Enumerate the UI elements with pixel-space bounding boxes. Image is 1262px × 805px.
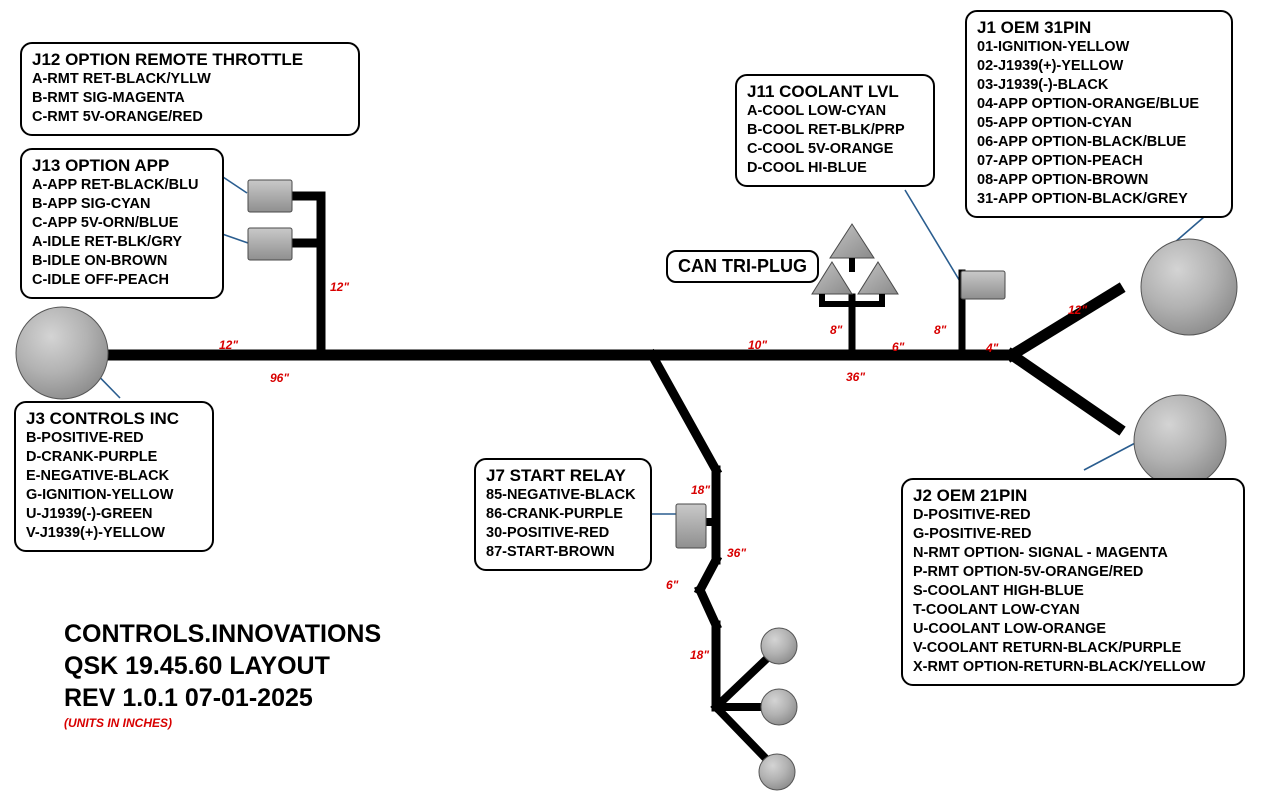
title-units-note: (UNITS IN INCHES) <box>64 716 172 730</box>
callout-j3-pin: E-NEGATIVE-BLACK <box>26 468 170 484</box>
title-line-layout: QSK 19.45.60 LAYOUT <box>64 652 330 680</box>
callout-j1-pin: 02-J1939(+)-YELLOW <box>977 58 1124 74</box>
callout-j7[interactable] <box>474 458 652 571</box>
callout-j7-pin: 86-CRANK-PURPLE <box>486 506 623 522</box>
dimension-8-can: 8" <box>830 323 843 337</box>
callout-j13-pin: A-IDLE RET-BLK/GRY <box>32 234 183 250</box>
plug-j2 <box>1134 395 1226 487</box>
dimension-18-top: 18" <box>691 483 711 497</box>
plug-lower-3 <box>759 754 795 790</box>
callout-j1-pin: 05-APP OPTION-CYAN <box>977 115 1132 131</box>
callout-j13[interactable] <box>20 148 224 299</box>
callout-j7-title: J7 START RELAY <box>486 466 626 485</box>
title-block <box>64 618 381 730</box>
callout-j1-pin: 01-IGNITION-YELLOW <box>977 39 1130 55</box>
can-tri-plug-label: CAN TRI-PLUG <box>666 250 819 283</box>
dimension-18-bottom: 18" <box>690 648 710 662</box>
callout-j11-pin: C-COOL 5V-ORANGE <box>747 141 894 157</box>
plug-j11 <box>961 271 1005 299</box>
callout-j7-pin: 30-POSITIVE-RED <box>486 525 610 541</box>
callout-j12[interactable] <box>20 42 360 136</box>
callout-j2[interactable] <box>901 478 1245 686</box>
callout-j3-pin: V-J1939(+)-YELLOW <box>26 525 165 541</box>
callout-j11-pin: B-COOL RET-BLK/PRP <box>747 122 905 138</box>
callout-j11-pin: D-COOL HI-BLUE <box>747 160 867 176</box>
callout-j12-title: J12 OPTION REMOTE THROTTLE <box>32 50 304 69</box>
callout-j13-pin: C-APP 5V-ORN/BLUE <box>32 215 179 231</box>
callout-j2-pin: X-RMT OPTION-RETURN-BLACK/YELLOW <box>913 659 1206 675</box>
callout-j1-pin: 03-J1939(-)-BLACK <box>977 77 1109 93</box>
dimension-36-relay: 36" <box>727 546 747 560</box>
callout-j3-pin: B-POSITIVE-RED <box>26 430 144 446</box>
plug-j12 <box>248 228 292 260</box>
dimension-36-main: 36" <box>846 370 866 384</box>
plug-j1 <box>1141 239 1237 335</box>
callout-j2-pin: U-COOLANT LOW-ORANGE <box>913 621 1107 637</box>
callout-j1-pin: 06-APP OPTION-BLACK/BLUE <box>977 134 1187 150</box>
callout-j11-title: J11 COOLANT LVL <box>747 82 899 101</box>
callout-j3-pin: U-J1939(-)-GREEN <box>26 506 153 522</box>
callout-j2-pin: T-COOLANT LOW-CYAN <box>913 602 1080 618</box>
callout-j13-pin: B-IDLE ON-BROWN <box>32 253 168 269</box>
callout-j3-title: J3 CONTROLS INC <box>26 409 180 428</box>
dimension-6-main: 6" <box>892 340 905 354</box>
dimension-10: 10" <box>748 338 768 352</box>
callout-j1-pin: 04-APP OPTION-ORANGE/BLUE <box>977 96 1200 112</box>
dimension-12-drop: 12" <box>330 280 350 294</box>
callout-j7-pin: 85-NEGATIVE-BLACK <box>486 487 636 503</box>
plug-j7 <box>676 504 706 548</box>
callout-j2-pin: V-COOLANT RETURN-BLACK/PURPLE <box>913 640 1182 656</box>
callout-j2-pin: D-POSITIVE-RED <box>913 507 1031 523</box>
callout-j3[interactable] <box>14 401 214 552</box>
callout-j13-pin: B-APP SIG-CYAN <box>32 196 151 212</box>
callout-j13-pin: C-IDLE OFF-PEACH <box>32 272 169 288</box>
dimension-96: 96" <box>270 371 290 385</box>
callout-j1-pin: 31-APP OPTION-BLACK/GREY <box>977 191 1188 207</box>
callout-j2-pin: G-POSITIVE-RED <box>913 526 1032 542</box>
callout-j2-pin: P-RMT OPTION-5V-ORANGE/RED <box>913 564 1144 580</box>
callout-j1-pin: 07-APP OPTION-PEACH <box>977 153 1143 169</box>
callout-j3-pin: D-CRANK-PURPLE <box>26 449 158 465</box>
dimension-4: 4" <box>986 341 999 355</box>
callout-j3-pin: G-IGNITION-YELLOW <box>26 487 174 503</box>
callout-j1[interactable] <box>965 10 1233 218</box>
dimension-12-j1: 12" <box>1068 303 1088 317</box>
callout-j1-title: J1 OEM 31PIN <box>977 18 1092 37</box>
callout-j2-pin: S-COOLANT HIGH-BLUE <box>913 583 1084 599</box>
callout-j12-pin: B-RMT SIG-MAGENTA <box>32 90 185 106</box>
callout-j13-title: J13 OPTION APP <box>32 156 170 175</box>
plug-lower-1 <box>761 628 797 664</box>
callout-j2-pin: N-RMT OPTION- SIGNAL - MAGENTA <box>913 545 1168 561</box>
plug-j3 <box>16 307 108 399</box>
dimension-8-j11: 8" <box>934 323 947 337</box>
callout-j7-pin: 87-START-BROWN <box>486 544 615 560</box>
can-tri-plug <box>812 224 898 304</box>
callout-j11[interactable] <box>735 74 935 187</box>
title-line-company: CONTROLS.INNOVATIONS <box>64 620 382 648</box>
dimension-6-relay: 6" <box>666 578 679 592</box>
plug-lower-2 <box>761 689 797 725</box>
callout-j13-pin: A-APP RET-BLACK/BLU <box>32 177 199 193</box>
callout-j11-pin: A-COOL LOW-CYAN <box>747 103 887 119</box>
title-line-revision: REV 1.0.1 07-01-2025 <box>64 684 313 712</box>
callout-j1-pin: 08-APP OPTION-BROWN <box>977 172 1149 188</box>
plug-j13 <box>248 180 292 212</box>
callout-j12-pin: A-RMT RET-BLACK/YLLW <box>32 71 211 87</box>
callout-j2-title: J2 OEM 21PIN <box>913 486 1028 505</box>
dimension-12-left: 12" <box>219 338 239 352</box>
callout-j12-pin: C-RMT 5V-ORANGE/RED <box>32 109 203 125</box>
